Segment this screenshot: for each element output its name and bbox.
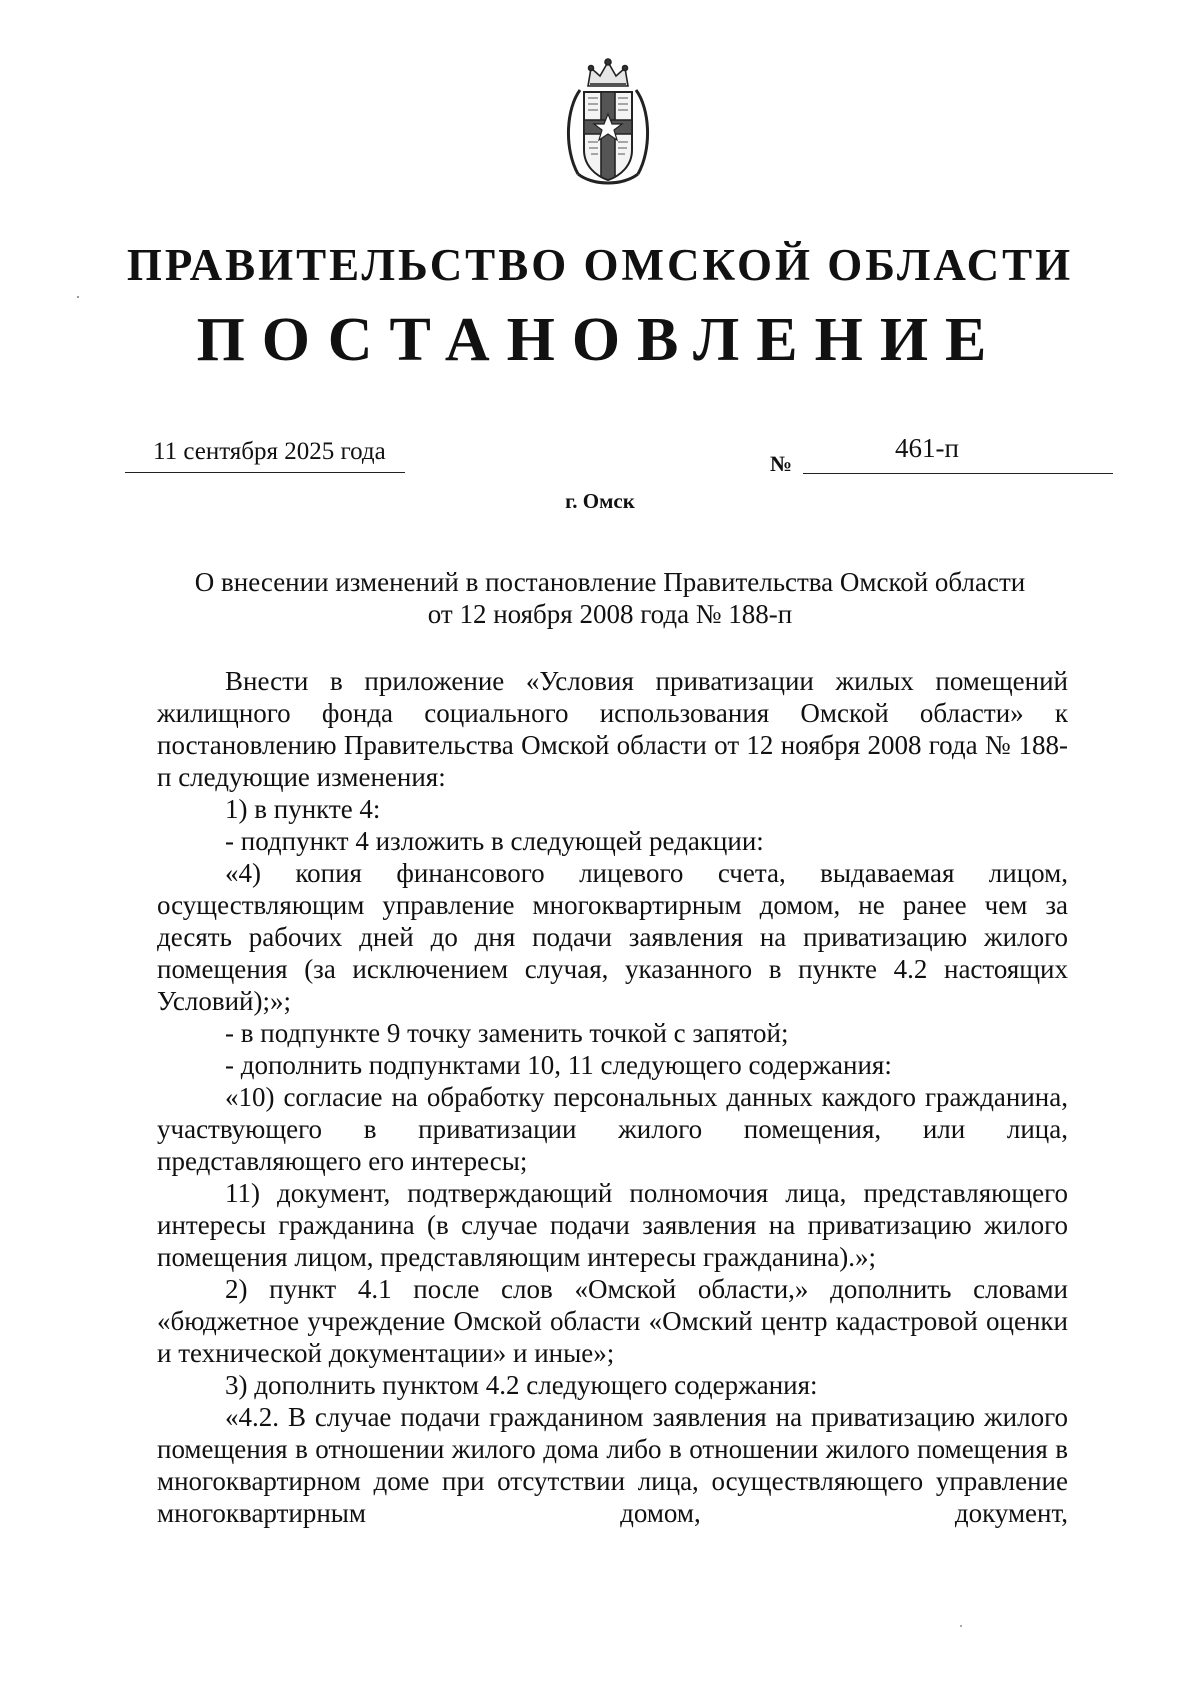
body-paragraph: - дополнить подпунктами 10, 11 следующего содержания: bbox=[225, 1050, 892, 1080]
document-number-label: № bbox=[770, 451, 793, 476]
body-paragraph: 1) в пункте 4: bbox=[225, 794, 381, 824]
body-paragraph: 3) дополнить пунктом 4.2 следующего содержания: bbox=[225, 1370, 818, 1400]
scan-speck bbox=[77, 296, 79, 298]
body-paragraph: 11) документ, подтверждающий полномочия лица, представляющего интересы гражданина (в случае подачи заявления на приватизацию жилого помещения лицом, представляющим интересы гражданина).»; bbox=[157, 1178, 1068, 1272]
scan-speck bbox=[960, 1625, 962, 1627]
body-paragraph: «4.2. В случае подачи гражданином заявления на приватизацию жилого помещения в отношении жилого дома либо в отношении жилого помещения в многоквартирном доме при отсутствии лица, осуществляющего управление многоквартирным домом, документ, bbox=[157, 1402, 1068, 1528]
document-body bbox=[157, 665, 1068, 1561]
body-paragraph: Внести в приложение «Условия приватизации жилых помещений жилищного фонда социального использования Омской области» к постановлению Правительства Омской области от 12 ноября 2008 года № 188-п следующие изменения: bbox=[157, 666, 1068, 792]
subject-line: от 12 ноября 2008 года № 188-п bbox=[427, 599, 793, 629]
number-underline bbox=[803, 473, 1113, 474]
body-paragraph: - подпункт 4 изложить в следующей редакции: bbox=[225, 826, 764, 856]
document-type-title: ПОСТАНОВЛЕНИЕ bbox=[196, 306, 1004, 374]
document-number: 461-п bbox=[895, 433, 959, 463]
body-paragraph: «10) согласие на обработку персональных данных каждого гражданина, участвующего в приватизации жилого помещения, или лица, представляющего его интересы; bbox=[157, 1082, 1068, 1176]
document-date bbox=[125, 437, 405, 467]
subject-line: О внесении изменений в постановление Правительства Омской области bbox=[194, 567, 1026, 597]
organization-title: ПРАВИТЕЛЬСТВО ОМСКОЙ ОБЛАСТИ bbox=[126, 240, 1074, 290]
body-paragraph: - в подпункте 9 точку заменить точкой с запятой; bbox=[225, 1018, 789, 1048]
body-paragraph: «4) копия финансового лицевого счета, выдаваемая лицом, осуществляющим управление многоквартирным домом, не ранее чем за десять рабочих дней до дня подачи заявления на приватизацию жилого помещения (за исключением случая, указанного в пункте 4.2 настоящих Условий);»; bbox=[157, 858, 1068, 1016]
document-city: г. Омск bbox=[565, 489, 635, 513]
document-subject bbox=[160, 566, 1060, 630]
document-date-text: 11 сентября 2025 года bbox=[153, 438, 386, 465]
coat-of-arms-emblem bbox=[558, 54, 658, 194]
body-paragraph: 2) пункт 4.1 после слов «Омской области,» дополнить словами «бюджетное учреждение Омской области «Омский центр кадастровой оценки и технической документации» и иные»; bbox=[157, 1274, 1068, 1368]
date-underline bbox=[125, 472, 405, 473]
